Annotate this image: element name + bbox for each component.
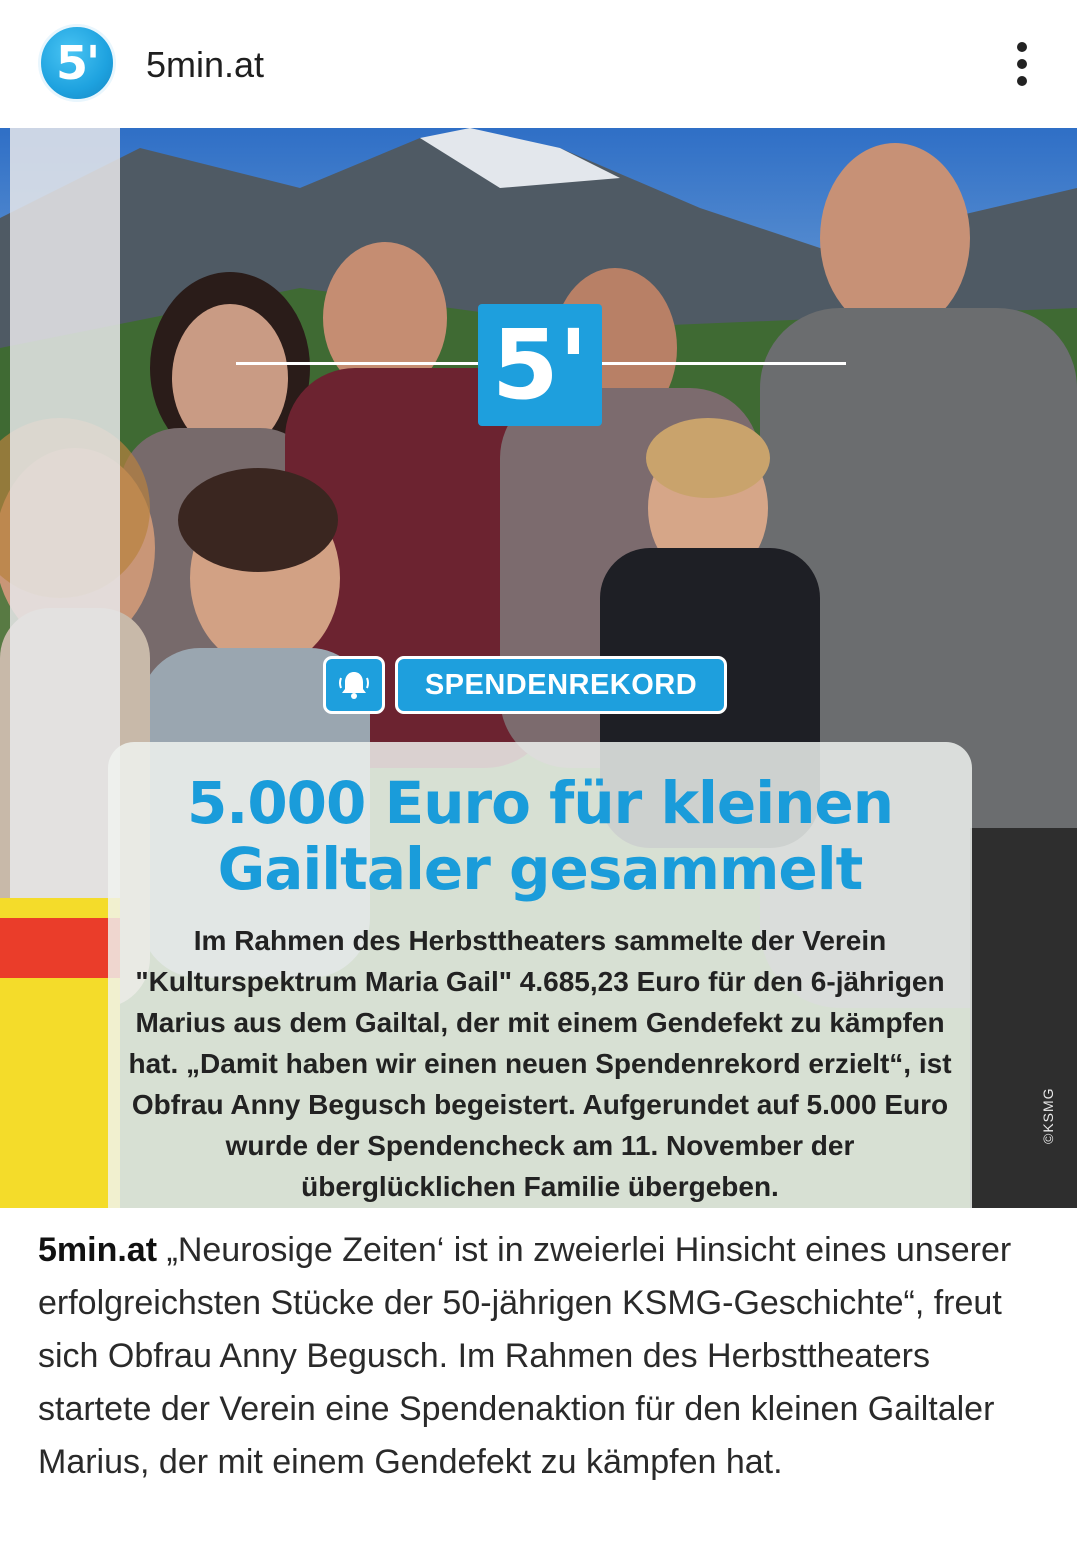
post-header <box>0 0 1077 128</box>
post-image[interactable] <box>0 128 1077 1208</box>
summary-line: überglücklichen Familie übergeben. <box>301 1171 779 1202</box>
logo-rule-left <box>236 362 478 365</box>
logo-rule-right <box>602 362 846 365</box>
article-summary <box>120 920 960 1207</box>
summary-line: Marius aus dem Gailtal, der mit einem Gendefekt zu kämpfen <box>135 1007 945 1038</box>
summary-line: wurde der Spendencheck am 11. November der <box>225 1130 855 1161</box>
brand-logo <box>236 304 846 424</box>
logo-box: 5' <box>478 304 602 426</box>
more-vertical-icon <box>1017 42 1027 52</box>
summary-line: Im Rahmen des Herbsttheaters sammelte der Verein <box>193 925 887 956</box>
category-tag: SPENDENREKORD <box>395 656 727 714</box>
bell-icon-graphic <box>337 668 371 702</box>
summary-line: "Kulturspektrum Maria Gail" 4.685,23 Euro für den 6-jährigen <box>135 966 945 997</box>
caption-text: „Neurosige Zeiten‘ ist in zweierlei Hinsicht eines unserer erfolgreichsten Stücke der 50-jährigen KSMG-Geschichte“, freut sich Obfrau Anny Begusch. Im Rahmen des Herbsttheaters startete der Verein eine Spendenaktion für den kleinen Gailtaler Marius, der mit einem Gendefekt zu kämpfen hat. <box>38 1231 1012 1481</box>
article-headline <box>128 770 952 902</box>
bell-icon <box>323 656 385 714</box>
headline-line: Gailtaler gesammelt <box>217 835 863 903</box>
more-vertical-icon-dot <box>1017 59 1027 69</box>
account-avatar[interactable] <box>38 24 116 102</box>
summary-line: Obfrau Anny Begusch begeistert. Aufgerundet auf 5.000 Euro <box>131 1089 949 1120</box>
account-name[interactable]: 5min.at <box>146 44 265 85</box>
more-vertical-icon-dot <box>1017 76 1027 86</box>
article-overlay-panel <box>108 742 972 1208</box>
caption-account-name[interactable]: 5min.at <box>38 1231 158 1269</box>
more-options-button[interactable] <box>1002 36 1042 92</box>
avatar-logo-text: 5' <box>55 36 99 90</box>
headline-line: 5.000 Euro für kleinen <box>186 769 894 837</box>
summary-line: hat. „Damit haben wir einen neuen Spendenrekord erzielt“, ist <box>128 1048 952 1079</box>
photo-credit: ©KSMG <box>1040 1087 1056 1144</box>
post-caption <box>38 1224 1048 1489</box>
